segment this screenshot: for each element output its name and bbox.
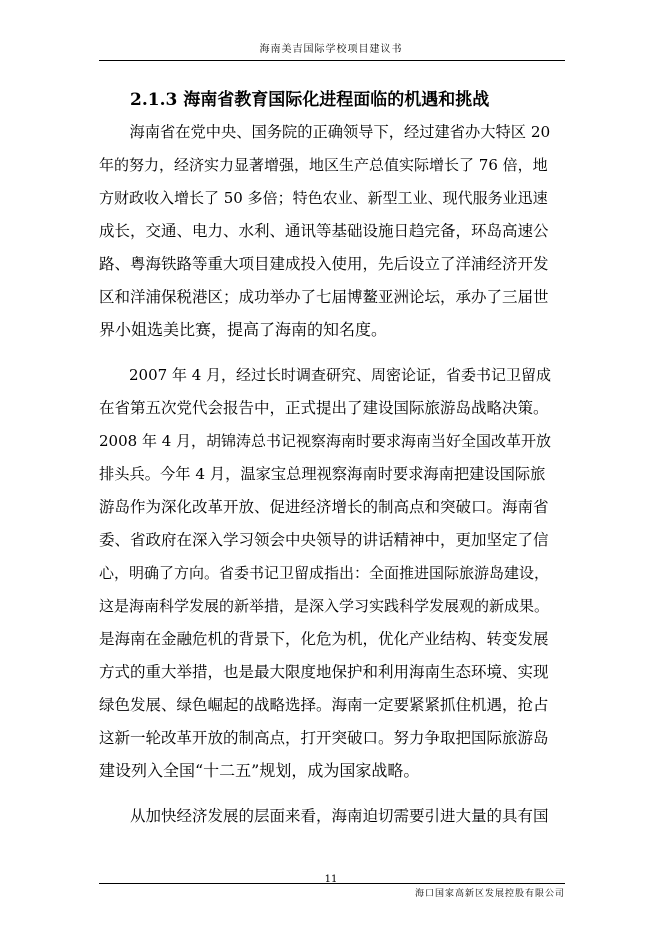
body-line: 成长，交通、电力、水利、通讯等基础设施日趋完备，环岛高速公: [99, 222, 549, 240]
body-line: 游岛作为深化改革开放、促进经济增长的制高点和突破口。海南省: [99, 498, 549, 516]
body-line: 区和洋浦保税港区；成功举办了七届博鳌亚洲论坛，承办了三届世: [99, 288, 549, 306]
running-header: 海南美吉国际学校项目建议书: [259, 44, 403, 55]
body-line: 这是海南科学发展的新举措，是深入学习实践科学发展观的新成果。: [99, 597, 550, 615]
body-line: 2008 年 4 月，胡锦涛总书记视察海南时要求海南当好全国改革开放: [99, 432, 552, 450]
body-line: 路、粤海铁路等重大项目建成投入使用，先后设立了洋浦经济开发: [99, 255, 549, 273]
footer-rule: [99, 883, 565, 884]
footer-company: 海口国家高新区发展控股有限公司: [414, 889, 565, 899]
body-line: 界小姐选美比赛，提高了海南的知名度。: [99, 320, 388, 339]
body-line: 委、省政府在深入学习领会中央领导的讲话精神中，更加坚定了信: [99, 531, 549, 549]
body-line: 是海南在金融危机的背景下，化危为机，优化产业结构、转变发展: [99, 630, 549, 648]
body-line: 方财政收入增长了 50 多倍；特色农业、新型工业、现代服务业迅速: [99, 189, 548, 207]
section-heading: 2.1.3 海南省教育国际化进程面临的机遇和挑战: [130, 90, 490, 110]
page-number: 11: [324, 874, 338, 885]
body-line: 海南省在党中央、国务院的正确领导下，经过建省办大特区 20: [99, 123, 551, 141]
body-line: 这新一轮改革开放的制高点，打开突破口。努力争取把国际旅游岛: [99, 729, 549, 747]
header-rule: [99, 60, 565, 61]
body-line: 2007 年 4 月，经过长时调查研究、周密论证，省委书记卫留成: [99, 366, 552, 384]
body-line: 年的努力，经济实力显著增强，地区生产总值实际增长了 76 倍，地: [99, 156, 548, 174]
body-line: 方式的重大举措，也是最大限度地保护和利用海南生态环境、实现: [99, 663, 549, 681]
body-line: 绿色发展、绿色崛起的战略选择。海南一定要紧紧抓住机遇，抢占: [99, 696, 549, 714]
body-line: 从加快经济发展的层面来看，海南迫切需要引进大量的具有国: [99, 807, 549, 825]
body-line: 建设列入全国“十二五”规划，成为国家战略。: [99, 761, 420, 780]
body-line: 在省第五次党代会报告中，正式提出了建设国际旅游岛战略决策。: [99, 399, 549, 417]
body-line: 排头兵。今年 4 月，温家宝总理视察海南时要求海南把建设国际旅: [99, 465, 546, 483]
body-line: 心，明确了方向。省委书记卫留成指出：全面推进国际旅游岛建设，: [99, 564, 550, 582]
